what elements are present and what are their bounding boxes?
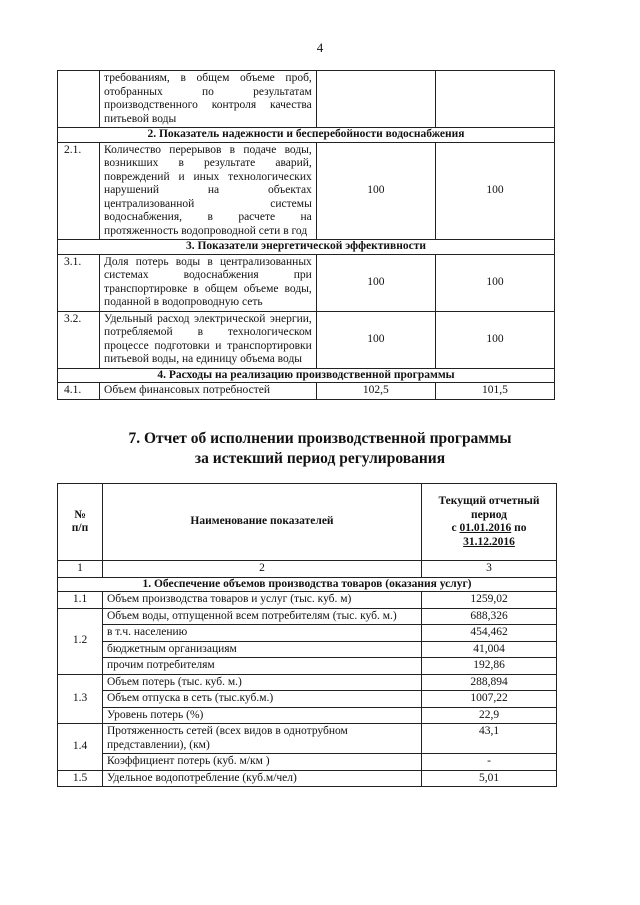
table-row — [58, 383, 555, 400]
report-table-body — [58, 592, 557, 787]
indicator-name: прочим потребителям — [103, 658, 422, 675]
indicator-name: Удельный расход электрической энергии, потребляемой в технологическом процессе подготовки и транспортировки питьевой воды, на единицу объема воды — [100, 311, 317, 368]
indicator-name: Удельное водопотребление (куб.м/чел) — [103, 770, 422, 787]
value-cell: 1259,02 — [422, 592, 557, 609]
value-cell: 43,1 — [422, 724, 557, 754]
value-cell: 288,894 — [422, 674, 557, 691]
column-number: 2 — [103, 561, 422, 578]
section-heading: 2. Показатель надежности и бесперебойности водоснабжения — [58, 128, 555, 143]
indicator-name: Уровень потерь (%) — [103, 707, 422, 724]
value-cell: 100 — [316, 254, 435, 311]
indicator-name: Объем потерь (тыс. куб. м.) — [103, 674, 422, 691]
indicator-name: Протяженность сетей (всех видов в однотрубном представлении), (км) — [103, 724, 422, 754]
indicator-name: Объем финансовых потребностей — [100, 383, 317, 400]
value-cell: 41,004 — [422, 641, 557, 658]
section-row — [58, 240, 555, 255]
header-num-line1: № — [74, 508, 86, 521]
value-cell: 688,326 — [422, 608, 557, 625]
table-row — [58, 254, 555, 311]
header-name: Наименование показателей — [103, 484, 422, 561]
table-row — [58, 608, 557, 625]
indicator-name: в т.ч. населению — [103, 625, 422, 642]
row-number: 1.1 — [58, 592, 103, 609]
section-title-line1: 7. Отчет об исполнении производственной программы — [128, 430, 512, 447]
table-row — [58, 311, 555, 368]
indicators-table — [57, 70, 555, 400]
indicator-name: Количество перерывов в подаче воды, возникших в результате аварий, повреждений и иных технологических нарушений на объектах централизованной системы водоснабжения, в расчете на протяженность водопроводной сети в год — [100, 142, 317, 240]
header-period-from: 01.01.2016 — [459, 522, 512, 534]
header-period-line2: период — [471, 508, 507, 521]
row-number: 1.4 — [58, 724, 103, 771]
table-row — [58, 674, 557, 691]
header-period-prefix: с — [451, 522, 457, 534]
header-num — [58, 484, 103, 561]
indicators-table-body — [58, 71, 555, 400]
value-cell: 101,5 — [435, 383, 554, 400]
section-heading: 1. Обеспечение объемов производства товаров (оказания услуг) — [58, 577, 557, 592]
value-cell: 100 — [435, 254, 554, 311]
row-number: 3.1. — [58, 254, 100, 311]
section-heading: 4. Расходы на реализацию производственной программы — [58, 368, 555, 383]
value-cell: 100 — [316, 311, 435, 368]
row-number: 4.1. — [58, 383, 100, 400]
row-number: 1.5 — [58, 770, 103, 787]
indicator-name: Доля потерь воды в централизованных системах водоснабжения при транспортировке в общем объеме воды, поданной в водопроводную сеть — [100, 254, 317, 311]
table-row — [58, 691, 557, 708]
section-title-line2: за истекший период регулирования — [194, 450, 446, 467]
row-number — [58, 71, 100, 128]
value-cell: 5,01 — [422, 770, 557, 787]
value-cell — [435, 71, 554, 128]
column-number: 1 — [58, 561, 103, 578]
table-row — [58, 592, 557, 609]
indicator-name: Объем производства товаров и услуг (тыс. куб. м) — [103, 592, 422, 609]
table-row — [58, 142, 555, 240]
section-row — [58, 368, 555, 383]
row-number: 2.1. — [58, 142, 100, 240]
report-table-header — [58, 484, 557, 561]
indicator-name: Коэффициент потерь (куб. м/км ) — [103, 754, 422, 771]
row-number: 1.2 — [58, 608, 103, 674]
header-period-to: 31.12.2016 — [463, 535, 515, 548]
indicator-name: бюджетным организациям — [103, 641, 422, 658]
header-period-line1: Текущий отчетный — [438, 495, 540, 507]
column-numbers-row — [58, 561, 557, 578]
page-number: 4 — [316, 40, 324, 55]
value-cell: 192,86 — [422, 658, 557, 675]
value-cell — [316, 71, 435, 128]
value-cell: 102,5 — [316, 383, 435, 400]
value-cell: 100 — [435, 311, 554, 368]
row-number: 1.3 — [58, 674, 103, 724]
section-heading: 3. Показатели энергетической эффективности — [58, 240, 555, 255]
column-number: 3 — [422, 561, 557, 578]
table-row — [58, 754, 557, 771]
value-cell: - — [422, 754, 557, 771]
report-table — [57, 483, 557, 787]
row-number: 3.2. — [58, 311, 100, 368]
table-row — [58, 641, 557, 658]
value-cell: 22,9 — [422, 707, 557, 724]
table-row — [58, 625, 557, 642]
table-row — [58, 724, 557, 754]
value-cell: 1007,22 — [422, 691, 557, 708]
header-num-line2: п/п — [71, 522, 89, 534]
value-cell: 100 — [316, 142, 435, 240]
table-row — [58, 707, 557, 724]
table-row — [58, 770, 557, 787]
indicator-name: Объем отпуска в сеть (тыс.куб.м.) — [103, 691, 422, 708]
header-period — [422, 484, 557, 561]
header-period-mid: по — [514, 522, 527, 534]
table-row — [58, 658, 557, 675]
section-row — [58, 577, 557, 592]
value-cell: 454,462 — [422, 625, 557, 642]
indicator-name: Объем воды, отпущенной всем потребителям (тыс. куб. м.) — [103, 608, 422, 625]
section-row — [58, 128, 555, 143]
value-cell: 100 — [435, 142, 554, 240]
table-row — [58, 71, 555, 128]
indicator-name: требованиям, в общем объеме проб, отобранных по результатам производственного контроля качества питьевой воды — [100, 71, 317, 128]
